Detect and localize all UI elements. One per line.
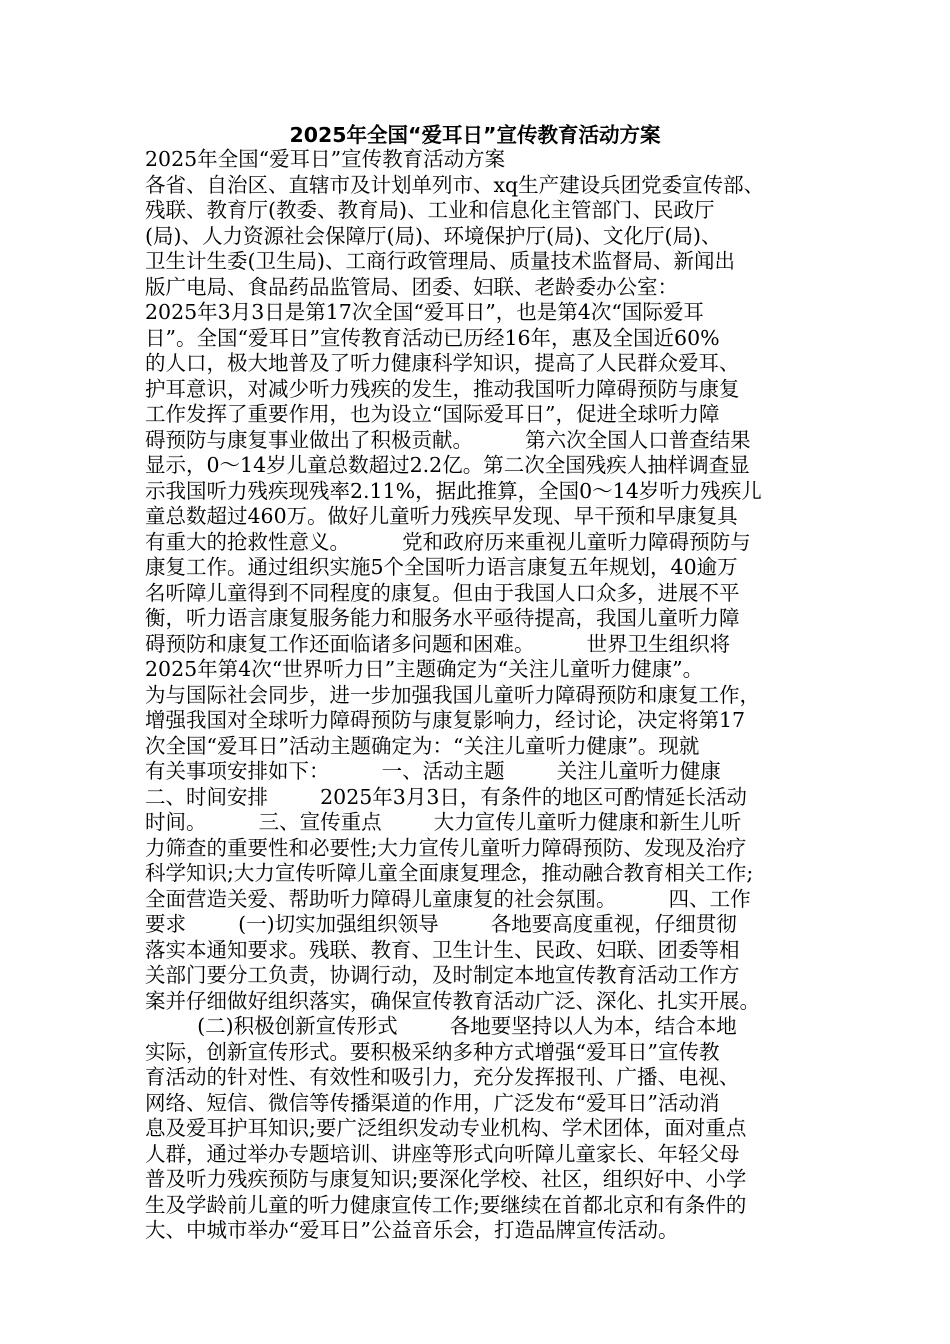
body-line: 息及爱耳护耳知识;要广泛组织发动专业机构、学术团体，面对重点 <box>145 1116 747 1140</box>
body-line: 关部门要分工负责，协调行动，及时制定本地宣传教育活动工作方 <box>145 963 740 987</box>
body-line: 2025年第4次“世界听力日”主题确定为“关注儿童听力健康”。 <box>145 657 704 681</box>
body-line: 工作发挥了重要作用，也为设立“国际爱耳日”，促进全球听力障 <box>145 402 720 426</box>
body-line: 日”。全国“爱耳日”宣传教育活动已历经16年，惠及全国近60% <box>145 325 720 350</box>
body-line: 2025年3月3日是第17次全国“爱耳日”，也是第4次“国际爱耳 <box>145 300 704 324</box>
body-line: 实际，创新宣传形式。要积极采纳多种方式增强“爱耳日”宣传教 <box>145 1039 720 1064</box>
body-line: 大、中城市举办“爱耳日”公益音乐会，打造品牌宣传活动。 <box>145 1218 679 1242</box>
body-line: 人群，通过举办专题培训、讲座等形式向听障儿童家长、年轻父母 <box>145 1141 740 1166</box>
body-line: 二、时间安排 2025年3月3日，有条件的地区可酌情延长活动 <box>145 784 747 809</box>
body-line: 康复工作。通过组织实施5个全国听力语言康复五年规划，40逾万 <box>145 555 738 579</box>
body-line: 2025年全国“爱耳日”宣传教育活动方案 <box>145 147 506 171</box>
body-line: 网络、短信、微信等传播渠道的作用，广泛发布“爱耳日”活动消 <box>145 1090 720 1115</box>
body-line: 衡，听力语言康复服务能力和服务水平亟待提高，我国儿童听力障 <box>145 606 740 630</box>
body-line: 案并仔细做好组织落实，确保宣传教育活动广泛、深化、扎实开展。 <box>145 988 760 1013</box>
body-line: 为与国际社会同步，进一步加强我国儿童听力障碍预防和康复工作， <box>145 682 760 707</box>
body-line: 各省、自治区、直辖市及计划单列市、xq生产建设兵团党委宣传部、 <box>145 172 765 197</box>
body-line: 落实本通知要求。残联、教育、卫生计生、民政、妇联、团委等相 <box>145 937 740 962</box>
body-line: 力筛查的重要性和必要性;大力宣传儿童听力障碍预防、发现及治疗 <box>145 835 747 860</box>
body-line: 童总数超过460万。做好儿童听力残疾早发现、早干预和早康复具 <box>145 504 738 528</box>
body-line: 有关事项安排如下： 一、活动主题 关注儿童听力健康 <box>145 759 721 783</box>
document-title: 2025年全国“爱耳日”宣传教育活动方案 <box>289 123 661 147</box>
body-line: 生及学龄前儿童的听力健康宣传工作;要继续在首都北京和有条件的 <box>145 1192 747 1217</box>
body-line: 显示，0～14岁儿童总数超过2.2亿。第二次全国残疾人抽样调查显 <box>145 453 750 477</box>
body-line: 护耳意识，对减少听力残疾的发生，推动我国听力障碍预防与康复 <box>145 376 740 401</box>
body-line: 示我国听力残疾现残率2.11%，据此推算，全国0～14岁听力残疾儿 <box>145 478 762 503</box>
body-line: 版广电局、食品药品监管局、团委、妇联、老龄委办公室： <box>145 274 678 299</box>
body-line: 科学知识;大力宣传听障儿童全面康复理念，推动融合教育相关工作; <box>145 861 754 885</box>
body-line: 次全国“爱耳日”活动主题确定为：“关注儿童听力健康”。现就 <box>145 733 700 758</box>
document-body <box>145 147 815 1244</box>
body-line: 的人口，极大地普及了听力健康科学知识，提高了人民群众爱耳、 <box>145 351 740 375</box>
body-line: 有重大的抢救性意义。 党和政府历来重视儿童听力障碍预防与 <box>145 529 751 554</box>
body-line: 名听障儿童得到不同程度的康复。但由于我国人口众多，进展不平 <box>145 580 740 605</box>
body-line: 要求 (一)切实加强组织领导 各地要高度重视，仔细贯彻 <box>145 912 737 936</box>
body-line: 卫生计生委(卫生局)、工商行政管理局、质量技术监督局、新闻出 <box>145 249 735 273</box>
body-line: 残联、教育厅(教委、教育局)、工业和信息化主管部门、民政厅 <box>145 198 715 222</box>
body-line: 普及听力残疾预防与康复知识;要深化学校、社区，组织好中、小学 <box>145 1167 747 1191</box>
body-line: 碍预防与康复事业做出了积极贡献。 第六次全国人口普查结果 <box>145 427 751 452</box>
body-line: (二)积极创新宣传形式 各地要坚持以人为本，结合本地 <box>145 1014 737 1038</box>
body-line: 增强我国对全球听力障碍预防与康复影响力，经讨论，决定将第17 <box>145 708 746 732</box>
body-line: 时间。 三、宣传重点 大力宣传儿童听力健康和新生儿听 <box>145 810 742 834</box>
body-line: 育活动的针对性、有效性和吸引力，充分发挥报刊、广播、电视、 <box>145 1065 740 1089</box>
body-line: 碍预防和康复工作还面临诸多问题和困难。 世界卫生组织将 <box>145 631 731 656</box>
body-line: (局)、人力资源社会保障厅(局)、环境保护厅(局)、文化厅(局)、 <box>145 223 722 248</box>
body-line: 全面营造关爱、帮助听力障碍儿童康复的社会氛围。 四、工作 <box>145 886 751 911</box>
